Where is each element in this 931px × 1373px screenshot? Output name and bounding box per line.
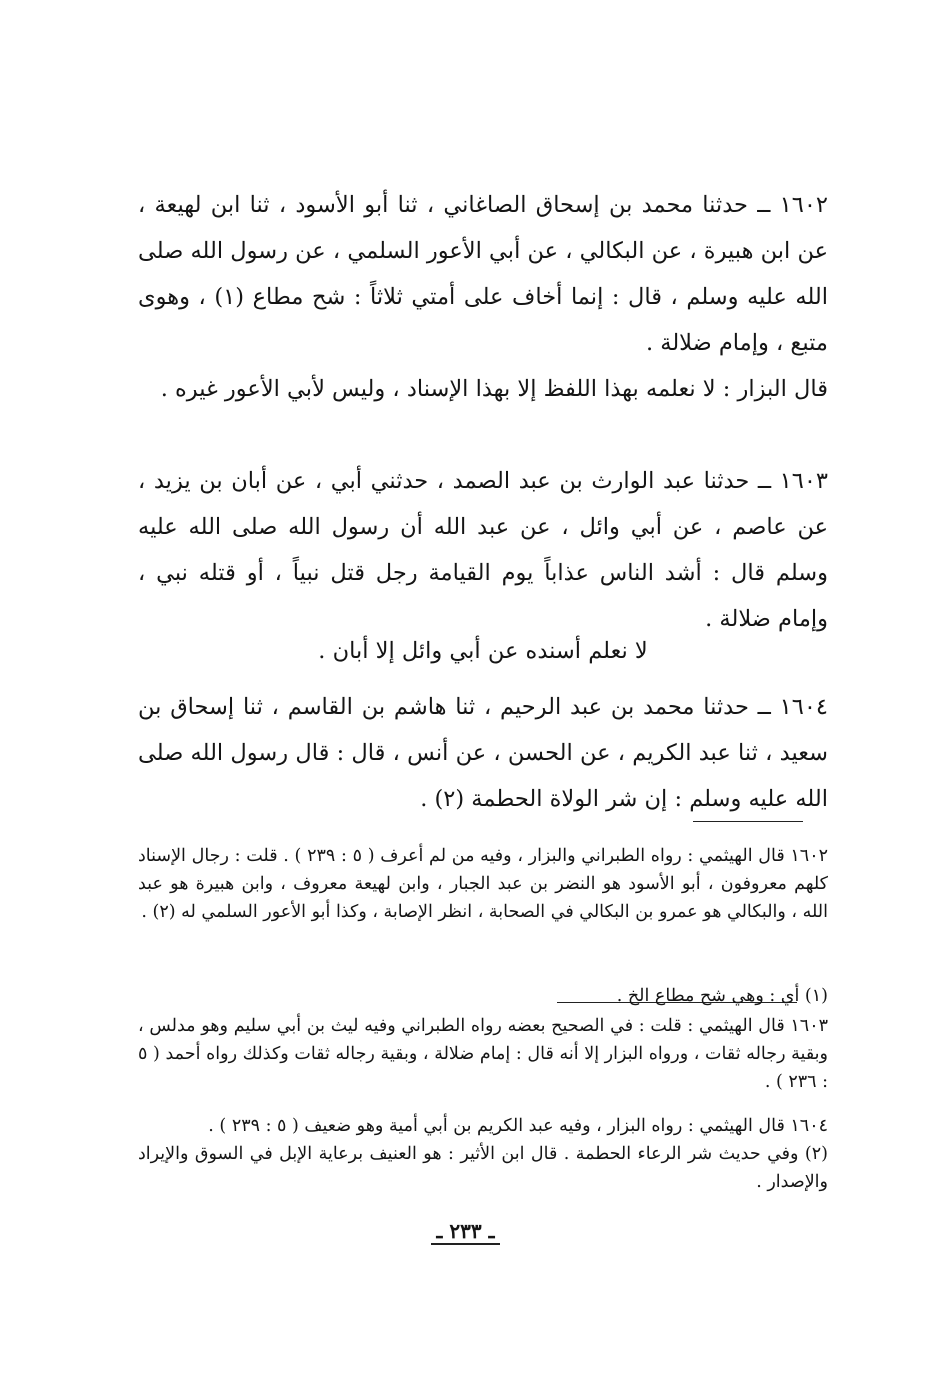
hadith-1603: [138, 458, 828, 642]
hadith-1603-text: ١٦٠٣ ــ حدثنا عبد الوارث بن عبد الصمد ، حدثني أبي ، عن أبان بن يزيد ، عن عاصم ، عن أبي وائل ، عن عبد الله أن رسول الله صلى الله عليه وسلم قال : أشد الناس عذاباً يوم القيامة رجل قتل نبياً ، أو قتله نبي ، وإمام ضلالة .: [138, 468, 828, 632]
hadith-1602: [138, 182, 828, 412]
page-number-text: ـ ٢٣٣ ـ: [431, 1219, 501, 1245]
hadith-1602-text: ١٦٠٢ ــ حدثنا محمد بن إسحاق الصاغاني ، ثنا أبو الأسود ، ثنا ابن لهيعة ، عن ابن هبيرة ، عن البكالي ، عن أبي الأعور السلمي ، عن رسول الله صلى الله عليه وسلم ، قال : إنما أخاف على أمتي ثلاثاً : شح مطاع (١) ، وهوى متبع ، وإمام ضلالة .: [138, 192, 829, 356]
footnote-1604-and-2: [138, 1112, 828, 1196]
hadith-1604: [138, 684, 828, 822]
footnote-1602: ١٦٠٢ قال الهيثمي : رواه الطبراني والبزار ، وفيه من لم أعرف ( ٥ : ٢٣٩ ) . قلت : رجال الإسناد كلهم معروفون ، أبو الأسود هو النضر بن عبد الجبار ، وابن لهيعة معروف ، وابن هبيرة هو عبد الله ، والبكالي هو عمرو بن البكالي في الصحابة ، انظر الإصابة ، وكذا أبو الأعور السلمي له (٢) .: [138, 846, 828, 922]
footnote-1: (١) أي : وهي شح مطاع الخ .: [616, 986, 828, 1006]
hadith-1603-comment: لا نعلم أسنده عن أبي وائل إلا أبان .: [318, 638, 648, 664]
footnote-1603: ١٦٠٣ قال الهيثمي : قلت : في الصحيح بعضه رواه الطبراني وفيه ليث بن أبي سليم وهو مدلس ، وبقية رجاله ثقات ، ورواه البزار إلا أنه قال : إمام ضلالة ، وبقية رجاله ثقات وكذلك رواه أحمد ( ٥ : ٢٣٦ ) .: [138, 1016, 828, 1092]
hadith-1602-comment: قال البزار : لا نعلمه بهذا اللفظ إلا بهذا الإسناد ، وليس لأبي الأعور غيره .: [160, 376, 828, 402]
hadith-1604-text: ١٦٠٤ ــ حدثنا محمد بن عبد الرحيم ، ثنا هاشم بن القاسم ، ثنا إسحاق بن سعيد ، ثنا عبد الكريم ، عن الحسن ، عن أنس ، قال : قال رسول الله صلى الله عليه وسلم : إن شر الولاة الحطمة (٢) .: [138, 694, 828, 812]
footnote-1604: ١٦٠٤ قال الهيثمي : رواه البزار ، وفيه عبد الكريم بن أبي أمية وهو ضعيف ( ٥ : ٢٣٩ ) .: [208, 1116, 828, 1136]
footnote-2: (٢) وفي حديث شر الرعاء الحطمة . قال ابن الأثير : هو العنيف برعاية الإبل في السوق والإيراد والإصدار .: [138, 1144, 828, 1192]
page-number: [0, 1219, 931, 1243]
footnote-separator-short: [693, 821, 803, 822]
